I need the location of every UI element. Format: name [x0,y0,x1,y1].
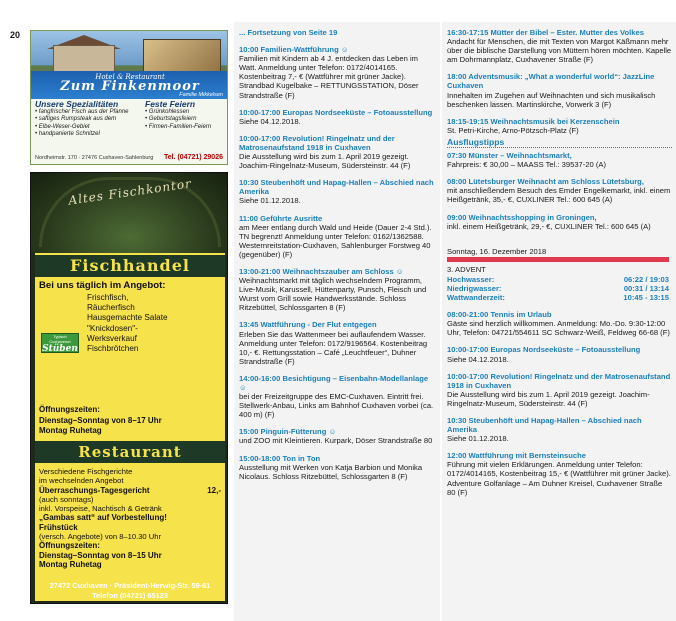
hotel-event: • Grünkohlessen [145,109,227,117]
hotel-banner [31,71,228,99]
event-description: Siehe 01.12.2018. [239,196,301,206]
date-divider [447,257,669,262]
event-description: Siehe 04.12.2018. [447,354,509,364]
hotel-specialties-header: Unsere Spezialitäten [35,99,119,109]
restaurant-title: Restaurant [35,441,225,463]
event-title: 10:00-17:00 Revolution! Ringelnatz und der Matrosenaufstand 1918 in Cuxhaven [447,371,671,390]
event-title: 18:15-19:15 Weihnachtsmusik bei Kerzenschein [447,116,620,126]
stueben-logo: Typisch Cuxhavener Stüben [42,334,78,354]
fischkontor-phone: Telefon (04721) 65123 [92,591,168,600]
hotel-specialty: • fangfrischer Fisch aus der Pfanne [35,109,139,117]
event-description: Andacht für Menschen, die mit Texten von Margot Käßmann mehr über die biblische Darstellung von Müttern hören möchten. Kapelle am Dohrmannplatz, Cuxhavener Straße (F) [447,37,672,65]
event-entry [447,372,672,408]
event-entry [239,320,436,365]
hotel-address: Nordheimstr. 170 · 27476 Cuxhaven-Sahlenburg [35,155,154,161]
event-entry [447,28,672,64]
trip-entry [447,213,672,231]
advent-label: 3. ADVENT [447,264,486,274]
event-title: 11:00 Geführte Ausritte [239,213,323,223]
event-entry [447,72,672,108]
trip-title: 09:00 Weihnachtsshopping in Groningen, [447,212,597,222]
fischhandel-item: Frischfisch, [87,293,129,302]
trips-header: Ausflugstipps [447,138,672,148]
event-title: 08:00-21:00 Tennis im Urlaub [447,310,552,320]
fischkontor-advertisement [30,172,228,604]
event-description: Gäste sind herzlich willkommen. Anmeldung: Mo.-Do. 9:30-12:00 Uhr, Telefon: 04721/554611 SC Schwarz-Weiß, Feldweg 66-68 (F) [447,319,670,338]
listings-column-1 [234,22,440,621]
event-title: 10:00-17:00 Europas Nordseeküste – Fotoausstellung [447,345,641,355]
event-entry [447,310,672,337]
hotel-advertisement [30,30,228,165]
hotel-specialty: • handpanierte Schnitzel [35,131,139,139]
trip-entry [447,151,672,169]
trip-title: 07:30 Münster – Weihnachtsmarkt, [447,151,572,161]
event-title: 16:30-17:15 Mütter der Bibel – Ester. Mutter des Volkes [447,28,644,37]
event-title: 13:00-21:00 Weihnachtszauber am Schloss ☺ [239,266,404,276]
event-entry [239,134,436,170]
event-description: Die Ausstellung wird bis zum 1. April 2019 gezeigt. Joachim-Ringelnatz-Museum, Südersteinstr. 44 (F) [239,152,411,171]
event-description: Siehe 01.12.2018. [447,434,509,444]
trip-entry [447,177,672,204]
event-entry [239,267,436,312]
event-title: 12:00 Wattführung mit Bernsteinsuche [447,451,586,461]
hotel-title-line2: Zum Finkenmoor [60,79,200,94]
event-description: St. Petri-Kirche, Arno-Pötzsch-Platz (F) [447,125,579,135]
event-entry [239,374,436,419]
fischhandel-item: Werksverkauf [87,333,137,343]
tide-table [447,275,669,302]
fischkontor-photo [31,173,228,253]
hotel-specialty: • saftiges Rumpsteak aus dem [35,116,139,124]
fischhandel-item: Hausgemachte Salate [87,313,168,323]
fischkontor-panel [35,253,225,601]
page-number: 20 [10,30,21,40]
event-description: Führung mit vielen Erklärungen. Anmeldung unter Telefon: 0172/4014165, Kostenbeitrag 15,- € (Wattführer mit grüner Jacke). Adventure Golfanlage – Am Duhner Kreisel, Cuxhavener Straße 80 (F) [447,460,671,497]
event-description: und ZOO mit Kleintieren. Kurpark, Döser Strandstraße 80 [239,436,433,446]
event-description: Erleben Sie das Wattenmeer bei auflaufendem Wasser. Anmeldung unter Telefon: 0172/9196564. Kostenbeitrag 10,- €. Rettungsstation – Café „Leuchtfeuer“, Duhner Strandstraße (F) [239,329,428,366]
event-entry [239,108,436,126]
fischkontor-footer [31,579,228,603]
fischhandel-item: "Knickdosen"- [87,323,138,333]
event-title: 14:00-16:00 Besichtigung – Eisenbahn-Modellanlage ☺ [239,373,429,392]
trip-description: mit anschließendem Besuch des Emder Engelkemarkt, inkl. einem Heißgetränk, 35,- €, CUXLINER Tel.: 600 645 (A) [447,186,671,205]
event-description: Familien mit Kindern ab 4 J. entdecken das Leben im Watt. Anmeldung unter Telefon: 0172/4014165. Kostenbeitrag 7,- € (Wattführer mit grüner Jacke). Strandbad Kugelbake – RETTUNGSSTATION, Döser Strandstraße (F) [239,54,419,100]
hotel-title-line3: Familie Mikkelsen [179,92,223,98]
event-description: am Meer entlang durch Wald und Heide (Dauer 2-4 Std.). TN begrenzt! Anmeldung unter Telefon: 0162/1362588. Westernreitstation-Cuxhaven, Sahlenburger Forstweg 40 (gegenüber) (F) [239,222,432,259]
listings-column-2 [442,22,676,621]
event-entry [447,416,672,443]
date-heading: Sonntag, 16. Dezember 2018 [447,246,547,256]
event-description: Die Ausstellung wird bis zum 1. April 2019 gezeigt. Joachim-Ringelnatz-Museum, Südersteinstr. 44 (F) [447,389,650,408]
fischhandel-items [87,293,221,354]
fischkontor-sign: Altes Fischkontor [67,176,193,208]
tide-row: Wattwanderzeit: 10:45 - 13:15 [447,293,669,303]
hotel-event: • Geburtstagsfeiern [145,116,227,124]
event-title: 13:45 Wattführung - Der Flut entgegen [239,320,377,330]
hotel-title-line1: Hotel & Restaurant [95,73,165,81]
event-entry [239,454,436,481]
tide-row: Hochwasser: 06:22 / 19:03 [447,274,669,284]
restaurant-price: 12,- [207,485,221,495]
event-entry [239,214,436,259]
fischhandel-subtitle: Bei uns täglich im Angebot: [39,280,166,291]
event-entry [239,427,436,445]
event-description: Siehe 04.12.2018. [239,116,301,126]
continued-note: ... Fortsetzung von Seite 19 [239,28,338,37]
event-title: 15:00 Pinguin-Fütterung ☺ [239,427,337,437]
event-title: 18:00 Adventsmusik: „What a wonderful world“: JazzLine Cuxhaven [447,72,655,91]
fischhandel-item: Fischbrötchen [87,344,139,354]
event-title: 10:30 Steubenhöft und Hapag-Hallen – Abschied nach Amerika [239,178,434,197]
trip-title: 08:00 Lütetsburger Weihnacht am Schloss Lütetsburg, [447,177,644,187]
event-description: Ausstellung mit Werken von Katja Barbion und Monika Nicolaus. Schloss Ritzebüttel, Schlossgarten 8 (F) [239,462,423,481]
event-description: Weihnachtsmarkt mit täglich wechselndem Programm, Live-Musik, Karussell, Hüttenparty, Punsch, Fleisch und Wurst vom Grill sowie Handwerksstände. Schloss Ritzebüttel, Schlossgarten 8 (F) [239,276,427,313]
hotel-event: • Firmen-Familien-Feiern [145,124,227,132]
fischhandel-title: Fischhandel [35,255,225,277]
hotel-footer [31,154,228,164]
hotel-phone: Tel. (04721) 29026 [163,154,223,161]
event-title: 10:00-17:00 Revolution! Ringelnatz und der Matrosenaufstand 1918 in Cuxhaven [239,133,395,152]
event-title: 10:00 Familien-Wattführung ☺ [239,45,349,55]
hotel-specialty: • Elbe-Weser-Gebiet [35,124,139,132]
hotel-events-header: Feste Feiern [145,99,196,109]
event-description: Innehalten im Zugehen auf Weihnachten und sich musikalisch beschenken lassen. Martinskirche, Vorwerk 3 (F) [447,90,656,109]
fischhandel-item: Räucherfisch [87,303,135,313]
event-title: 10:00-17:00 Europas Nordseeküste – Fotoausstellung [239,107,433,117]
event-title: 10:30 Steubenhöft und Hapag-Hallen – Abschied nach Amerika [447,416,642,435]
event-entry [447,117,672,135]
trip-description: inkl. einem Heißgetränk, 29,- €, CUXLINER Tel.: 600 645 (A) [447,221,651,231]
tide-row: Niedrigwasser: 00:31 / 13:14 [447,283,669,293]
event-entry [447,345,672,363]
event-entry [239,45,436,100]
fischhandel-hours: Öffnungszeiten: Dienstag–Sonntag von 8–17 Uhr Montag Ruhetag [39,405,162,435]
trip-description: Fahrpreis: € 30,00 – MAASS Tel.: 39537-20 (A) [447,160,606,170]
event-description: bei der Freizeitgruppe des EMC-Cuxhaven. Eintritt frei. Stellwerk-Anbau, Links am Bahnhof Cuxhaven vorbei (ca. 400 m) (F) [239,392,434,420]
event-title: 15:00-18:00 Ton in Ton [239,453,321,463]
event-entry [447,451,672,496]
event-entry [239,178,436,205]
fischkontor-address: 27472 Cuxhaven · Präsident-Herwig-Str. 59-61 [49,581,211,590]
restaurant-body: Verschiedene Fischgerichte im wechselnden Angebot Überraschungs-Tagesgericht 12,- (auch sonntags) inkl. Vorspeise, Nachtisch & Getränk „Gambas satt“ auf Vorbestellung! Frühstück (versch. Angebote) von 8–10.30 Uhr Öffnungszeiten: Dienstag–Sonntag von 8–15 Uhr Montag Ruhetag [39,467,221,569]
